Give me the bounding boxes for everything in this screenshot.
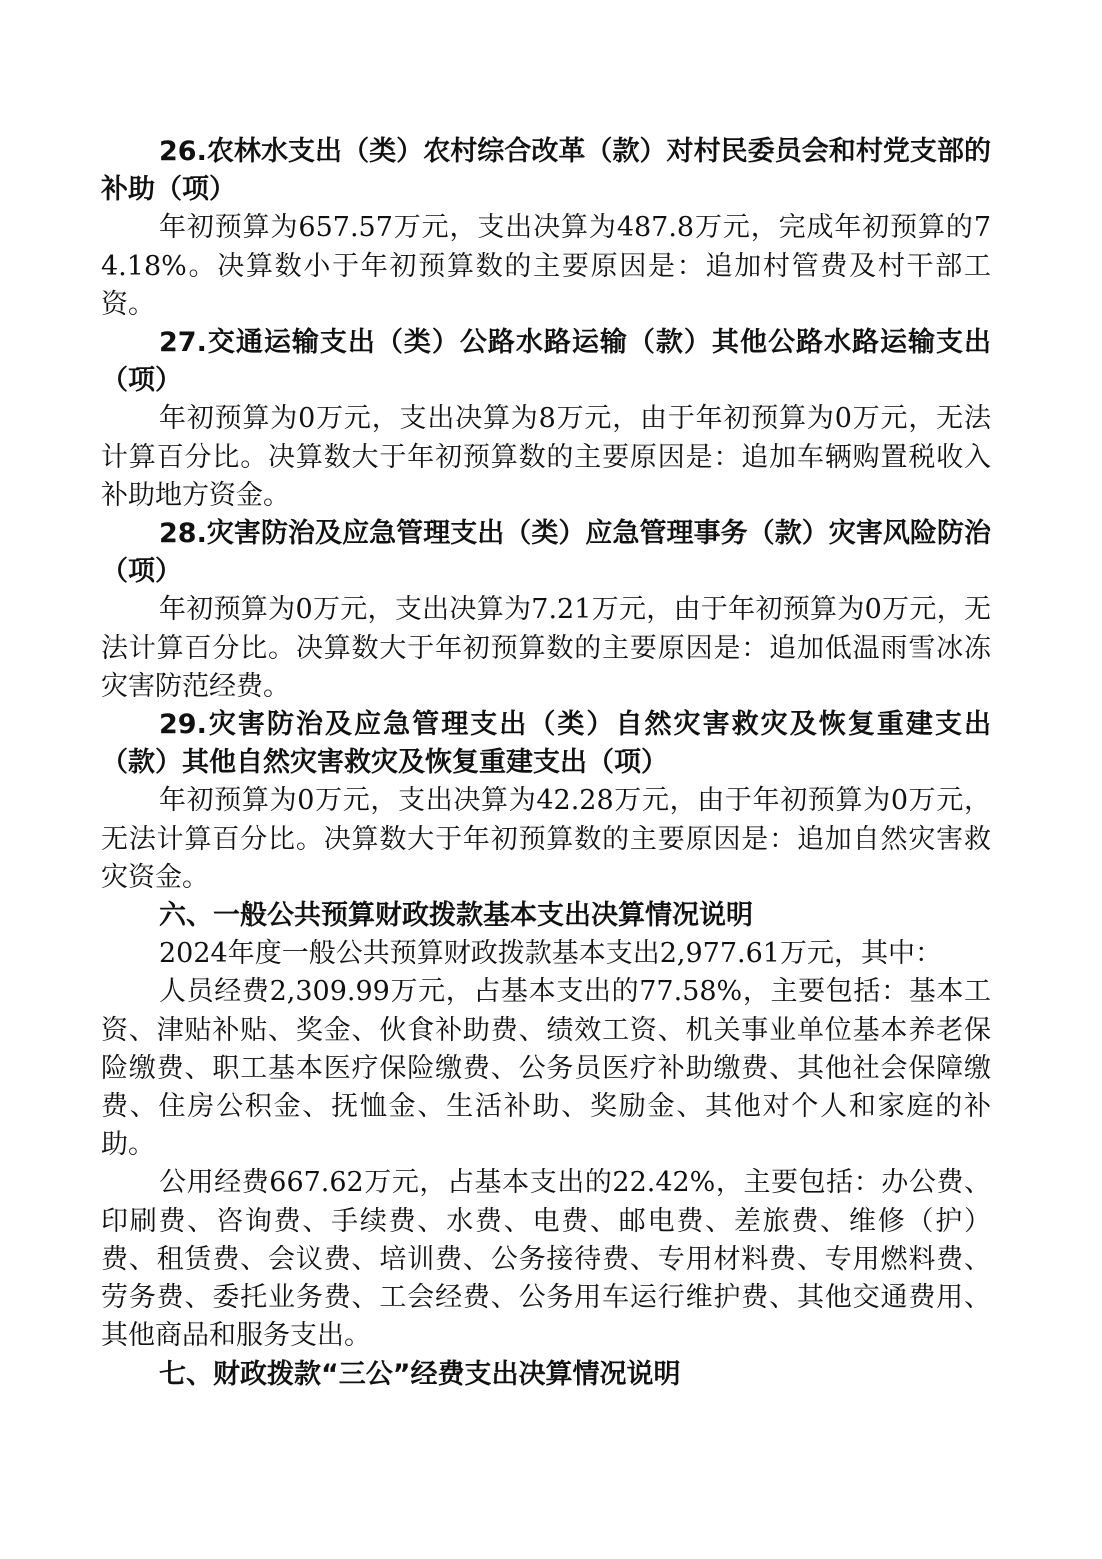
document-page bbox=[101, 133, 991, 1394]
section-heading-three-public: 七、财政拨款“三公”经费支出决算情况说明 bbox=[159, 1358, 681, 1390]
paragraph-26: 年初预算为657.57万元，支出决算为487.8万元，完成年初预算的74.18%。决算数小于年初预算数的主要原因是：追加村管费及村干部工资。 bbox=[101, 212, 991, 320]
section-heading-basic-expenditure: 六、一般公共预算财政拨款基本支出决算情况说明 bbox=[159, 900, 753, 932]
paragraph-basic-expenditure-total: 2024年度一般公共预算财政拨款基本支出2,977.61万元，其中： bbox=[159, 938, 942, 970]
section-heading-27: 27.交通运输支出（类）公路水路运输（款）其他公路水路运输支出（项） bbox=[101, 327, 991, 397]
paragraph-public-expenses: 公用经费667.62万元，占基本支出的22.42%，主要包括：办公费、印刷费、咨询费、手续费、水费、电费、邮电费、差旅费、维修（护）费、租赁费、会议费、培训费、公务接待费、专用材料费、专用燃料费、劳务费、委托业务费、工会经费、公务用车运行维护费、其他交通费用、其他商品和服务支出。 bbox=[101, 1167, 991, 1352]
paragraph-personnel-expenses: 人员经费2,309.99万元，占基本支出的77.58%，主要包括：基本工资、津贴补贴、奖金、伙食补助费、绩效工资、机关事业单位基本养老保险缴费、职工基本医疗保险缴费、公务员医疗补助缴费、其他社会保障缴费、住房公积金、抚恤金、生活补助、奖励金、其他对个人和家庭的补助。 bbox=[101, 976, 991, 1161]
section-heading-29: 29.灾害防治及应急管理支出（类）自然灾害救灾及恢复重建支出（款）其他自然灾害救灾及恢复重建支出（项） bbox=[101, 709, 991, 779]
section-heading-26: 26.农林水支出（类）农村综合改革（款）对村民委员会和村党支部的补助（项） bbox=[101, 136, 991, 206]
section-heading-28: 28.灾害防治及应急管理支出（类）应急管理事务（款）灾害风险防治（项） bbox=[101, 518, 991, 588]
paragraph-27: 年初预算为0万元，支出决算为8万元，由于年初预算为0万元，无法计算百分比。决算数大于年初预算数的主要原因是：追加车辆购置税收入补助地方资金。 bbox=[101, 403, 991, 511]
paragraph-29: 年初预算为0万元，支出决算为42.28万元，由于年初预算为0万元，无法计算百分比。决算数大于年初预算数的主要原因是：追加自然灾害救灾资金。 bbox=[101, 785, 991, 893]
paragraph-28: 年初预算为0万元，支出决算为7.21万元，由于年初预算为0万元，无法计算百分比。决算数大于年初预算数的主要原因是：追加低温雨雪冰冻灾害防范经费。 bbox=[101, 594, 991, 702]
